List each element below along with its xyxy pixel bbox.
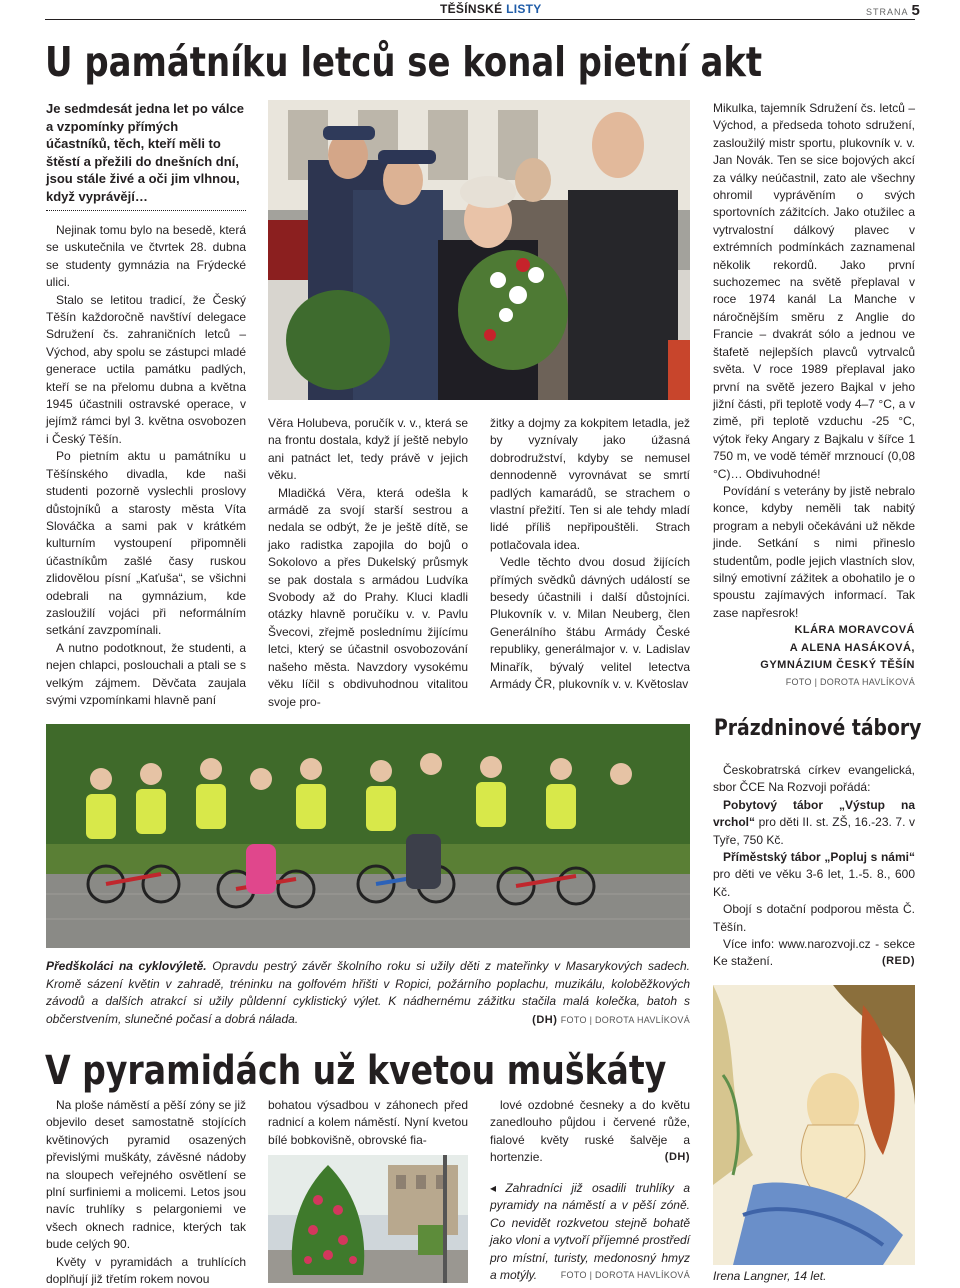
camps-signature: (RED)	[881, 955, 915, 968]
paragraph: Po pietním aktu u památníku u Těšínského divadla, kde naši studenti pozorně vyslechli proslovy důstojníků a starosty města Víta Slováčka a sami pak v krátkém kulturním vystoupení připomněli účastníkům zašlé časy ruskou zlidovělou písní „Kaťuša“, se všichni odebrali na gymnázium, kde zasloužilí vojáci při neformálním setkání zavzpomínali.	[46, 449, 246, 638]
cycling-caption	[46, 958, 690, 1029]
paragraph-text: lové ozdobné česneky a do květu zanedlouho půjdou i červené růže, fialové květy ruské šalvěje a hortenzie.	[490, 1098, 690, 1165]
paragraph: Mikulka, tajemník Sdružení čs. letců – Východ, a předseda tohoto sdružení, zasloužilý mistr sportu, plukovník v. v. Jan Novák. Ten se sice bojových akcí za války neúčastnil, zato ale všechny ohromil vyprávěním o svých sportovních zážitcích. Jako otužilec a vytrvalostní dálkový plavec v extrémních podmínkách zaznamenal několik rekordů. Jako první suchozemec na světě přeplaval v roce 1974 kanál La Manche v náročnějším směru z Anglie do Francie – dvakrát sólo a jednou ve štafetě nejlepších plavců vytrvalců světa. V roce 1989 přeplaval jako první na světě jezero Bajkal v jeho jižní části, při teplotě vody 4–7 °C, a v zimě, při teplotě vzduchu -25 °C, výtok řeky Angary z Bajkalu v šířce 1 750 m, ve vodě téměř mrznoucí (0,08 °C)… Obdivuhodné!	[713, 101, 915, 481]
caption-signature: (DH)	[532, 1013, 558, 1026]
caption-lead: Předškoláci na cyklovýletě.	[46, 959, 207, 973]
paragraph: žitky a dojmy za kokpitem letadla, jež by vyznívaly jako úžasná dobrodružství, kdyby se nemusel dennodenně vyrovnávat se smrtí padlých kamarádů, se strachem o vlastní přežití. Ten si ale tehdy mladí lidé příliš nepřipouštěli. Strach potlačovala idea.	[490, 416, 690, 552]
cycling-children-photo	[46, 724, 690, 948]
camps-info	[713, 936, 915, 971]
pyramids-column-1	[46, 1097, 246, 1288]
paper-name	[440, 2, 542, 16]
paper-name-b: LISTY	[506, 2, 542, 16]
pyramids-signature: (DH)	[664, 1151, 690, 1164]
paragraph: Nejinak tomu bylo na besedě, která se uskutečnila ve čtvrtek 28. dubna se studenty gymnázia na Frýdecké ulici.	[46, 223, 246, 290]
camp-item-1-title: Pobytový tábor „Výstup na vrchol“	[713, 797, 915, 830]
paragraph: Povídání s veterány by jistě nebralo konce, kdyby neměli tak nabitý program a nebyli očekáváni už někde jinde. Setkání s nimi přineslo studentům, podle jejich vlastních slov, silný emotivní zážitek a obohatilo je o spoustu zajímavých informací. Tak zase napřesrok!	[713, 483, 915, 620]
paragraph: A nutno podotknout, že studenti, a nejen chlapci, poslouchali a ptali se s velkým zájmem. Děvčata zaujala svými vzpomínkami hlavně paní	[46, 640, 246, 707]
paragraph: Mladičká Věra, která odešla k armádě za svojí starší sestrou a nedala se odbýt, že je ještě dítě, se jako radistka zapojila do bojů o Sokolovo a přes Dukelský průsmyk se pak dostala s armádou Ludvíka Svobody až do Prahy. Kluci kladli otázky hlavně poručíku v. v. Pavlu Švecovi, zřejmě poslednímu žijícímu letci, který se účastnil osvobozování našeho města. Navzdory vysokému věku líčil s obdivuhodnou vitalitou svoje pro-	[268, 485, 468, 709]
paragraph: Vedle těchto dvou dosud žijících přímých svědků dávných událostí se besedy účastnili i další důstojníci. Plukovník v. v. Milan Neuberg, člen Generálního štábu Armády České republiky, generálmajor v. v. Ladislav Minařík, bývalý velitel letectva Armády ČR, plukovník v. v. Květoslav	[490, 555, 690, 692]
page-label	[866, 2, 920, 19]
article-column-3	[490, 415, 690, 694]
page-label-text: STRANA	[866, 7, 909, 17]
camp-item-2	[713, 849, 915, 901]
dotted-divider	[46, 210, 246, 211]
photo-credit: FOTO | DOROTA HAVLÍKOVÁ	[560, 1014, 690, 1025]
article-headline: U památníku letců se konal pietní akt	[45, 38, 763, 86]
camp-item-2-title: Příměstský tábor „Popluj s námi“	[723, 850, 915, 865]
paper-name-a: TĚŠÍNSKÉ	[440, 2, 503, 16]
camp-item-2-text: pro děti ve věku 3-6 let, 1.-5. 8., 600 Kč.	[713, 867, 915, 899]
pyramids-headline: V pyramidách už kvetou muškáty	[45, 1048, 667, 1094]
caret-left-icon: ◂	[490, 1181, 497, 1195]
paragraph: bohatou výsadbou v záhonech před radnicí a kolem náměstí. Nyní kvetou bílé bobkovišně, obrovské fia-	[268, 1098, 468, 1147]
pyramids-column-2	[268, 1097, 468, 1149]
paragraph: Věra Holubeva, poručík v. v., která se na frontu dostala, když jí ještě nebylo ani patnáct let, tedy právě v jejich věku.	[268, 416, 468, 483]
camps-info-text: Více info: www.narozvoji.cz - sekce Ke stažení.	[713, 937, 915, 969]
paragraph: Stalo se letitou tradicí, že Český Těšín každoročně navštíví delegace Sdružení čs. zahraničních letců – Východ, aby spolu se zástupci mladé generace uctila památku padlých, kteří se na přelomu dubna a května 1945 účastnili ostravské operace, v jejímž rámci byl 3. května osvobozen i Český Těšín.	[46, 292, 246, 446]
article-column-4	[713, 100, 915, 692]
pyramids-photo-caption	[490, 1180, 690, 1284]
flower-pyramid-photo	[268, 1155, 468, 1283]
camp-item-1	[713, 797, 915, 849]
camps-intro: Českobratrská církev evangelická, sbor ČCE Na Rozvoji pořádá:	[713, 763, 915, 795]
author-signature-1: KLÁRA MORAVCOVÁ	[794, 624, 915, 637]
paragraph	[490, 1097, 690, 1167]
camps-headline: Prázdninové tábory	[714, 716, 922, 741]
camps-note: Obojí s dotační podporou města Č. Těšín.	[713, 902, 915, 934]
paragraph: Na ploše náměstí a pěší zóny se již objevilo deset samostatně stojících květinových pyramid osazených převislými muškáty, závěsné nádoby na sloupech veřejného osvětlení se plní surfiniemi a molicemi. Letos jsou navíc truhlíky s pelargoniemi ve všech oknech radnice, kterých tak bude celých 90.	[46, 1098, 246, 1252]
author-signature-3: GYMNÁZIUM ČESKÝ TĚŠÍN	[760, 659, 915, 671]
author-signature-2: A ALENA HASÁKOVÁ,	[789, 641, 915, 654]
article-lead: Je sedmdesát jedna let po válce a vzpomínky přímých účastníků, těch, kteří měli to štěstí a přežili do dnešních dní, jsou stále živé a oči jim vlhnou, když vyprávějí…	[46, 101, 244, 204]
caption-body: Opravdu pestrý závěr školního roku si užily děti z mateřinky v Masarykových sadech. Kromě sázení květin v zahradě, tréninku na golfovém hřišti v Ropici, požárního poplachu, muzikálu, koloběžkových závodů a dalších atrakcí si užily půldenní cyklistický výlet. K nádhernému zážitku stačila malá kolečka, batoh s občerstvením, slunečné počasí a dobrá nálada.	[46, 959, 691, 1026]
page-number: 5	[911, 2, 920, 19]
paragraph: Květy v pyramidách a truhlících doplňují již třetím rokem novou	[46, 1254, 246, 1287]
painting-caption: Irena Langner, 14 let.	[713, 1269, 827, 1283]
veterans-photo	[268, 100, 690, 400]
masthead-rule	[45, 19, 915, 20]
camp-item-1-text: pro děti II. st. ZŠ, 16.-23. 7. v Tyře, 750 Kč.	[713, 815, 915, 847]
camps-text	[713, 762, 915, 971]
caption-text: Zahradníci již osadili truhlíky a pyramidy na náměstí a v pěší zóně. Co nevidět rozkvetou stejně bohatě jako vloni a vytvoří příjemné prostředí pro místní, turisty, medonosný hmyz a motýly.	[490, 1181, 690, 1283]
photo-credit: FOTO | DOROTA HAVLÍKOVÁ	[785, 677, 915, 688]
article-column-1	[46, 222, 246, 709]
pyramids-column-3	[490, 1097, 690, 1167]
article-column-2	[268, 415, 468, 711]
child-painting	[713, 985, 915, 1265]
photo-credit: FOTO | DOROTA HAVLÍKOVÁ	[560, 1270, 690, 1281]
